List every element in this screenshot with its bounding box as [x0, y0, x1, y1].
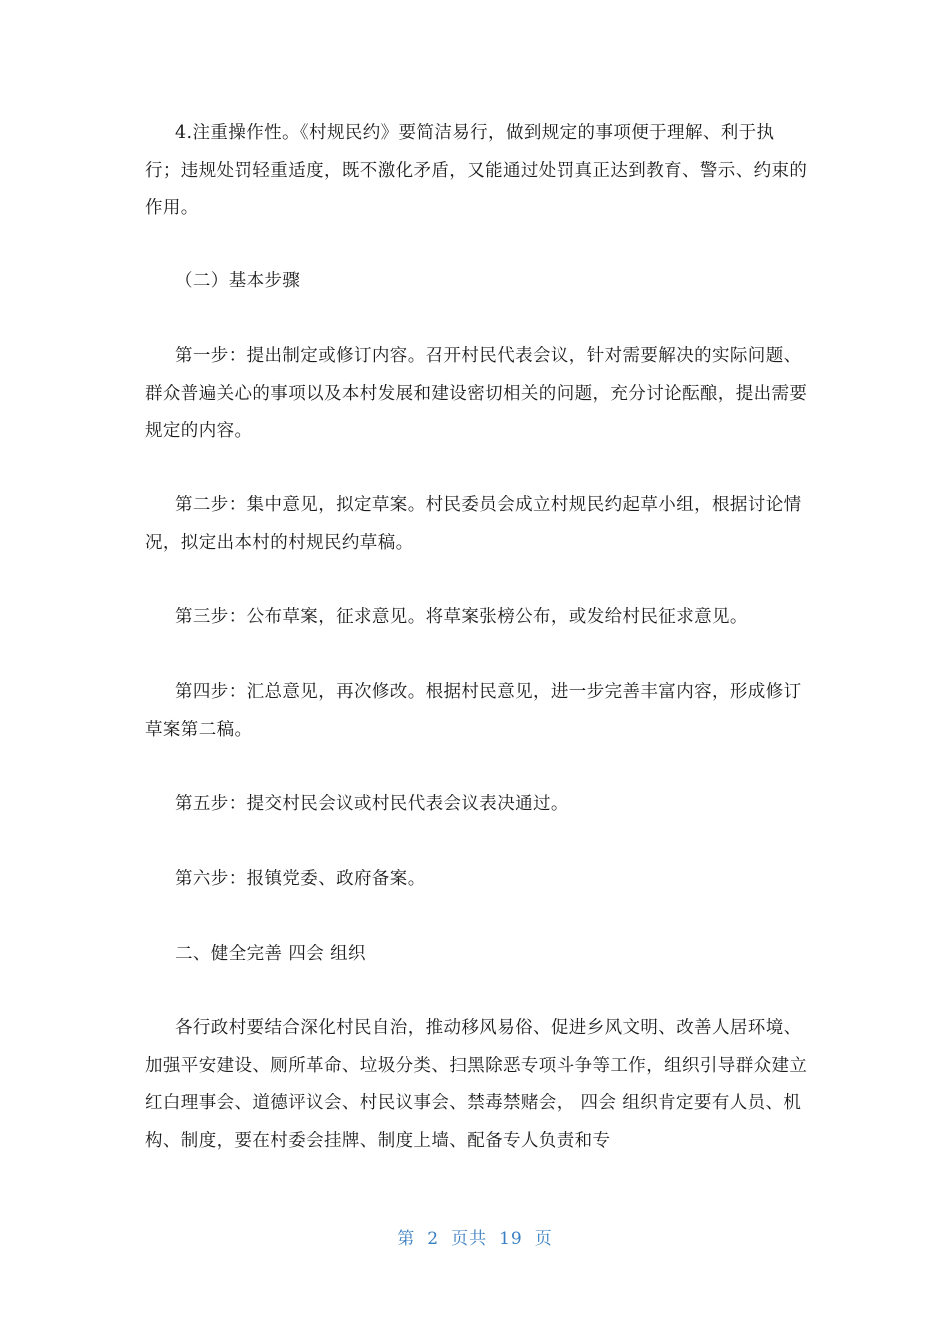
footer-suffix: 页 [534, 1229, 553, 1249]
footer-total-pages: 19 [499, 1229, 523, 1249]
paragraph-step-6: 第六步：报镇党委、政府备案。 [175, 869, 426, 889]
footer-prefix: 第 [397, 1229, 416, 1249]
page-footer [0, 1224, 950, 1249]
heading-basic-steps: （二）基本步骤 [175, 271, 301, 291]
paragraph-step-1: 第一步：提出制定或修订内容。召开村民代表会议，针对需要解决的实际问题、群众普遍关心的事项以及本村发展和建设密切相关的问题，充分讨论酝酿，提出需要规定的内容。 [145, 346, 808, 441]
paragraph-step-3: 第三步：公布草案，征求意见。将草案张榜公布，或发给村民征求意见。 [175, 607, 748, 627]
paragraph-step-5: 第五步：提交村民会议或村民代表会议表决通过。 [175, 794, 569, 814]
paragraph-four-associations: 各行政村要结合深化村民自治，推动移风易俗、促进乡风文明、改善人居环境、加强平安建设、厕所革命、垃圾分类、扫黑除恶专项斗争等工作，组织引导群众建立红白理事会、道德评议会、村民议事会、禁毒禁赌会， 四会 组织肯定要有人员、机构、制度，要在村委会挂牌、制度上墙、配备专人负责和专 [145, 1018, 808, 1151]
paragraph-step-2: 第二步：集中意见，拟定草案。村民委员会成立村规民约起草小组，根据讨论情况，拟定出本村的村规民约草稿。 [145, 495, 802, 553]
footer-current-page: 2 [427, 1229, 440, 1249]
footer-middle: 页共 [451, 1229, 488, 1249]
paragraph-step-4: 第四步：汇总意见，再次修改。根据村民意见，进一步完善丰富内容，形成修订草案第二稿。 [145, 682, 802, 740]
paragraph-operability: 4.注重操作性。《村规民约》要简洁易行，做到规定的事项便于理解、利于执行；违规处罚轻重适度，既不激化矛盾，又能通过处罚真正达到教育、警示、约束的作用。 [145, 123, 808, 218]
heading-four-associations: 二、健全完善 四会 组织 [175, 944, 366, 964]
